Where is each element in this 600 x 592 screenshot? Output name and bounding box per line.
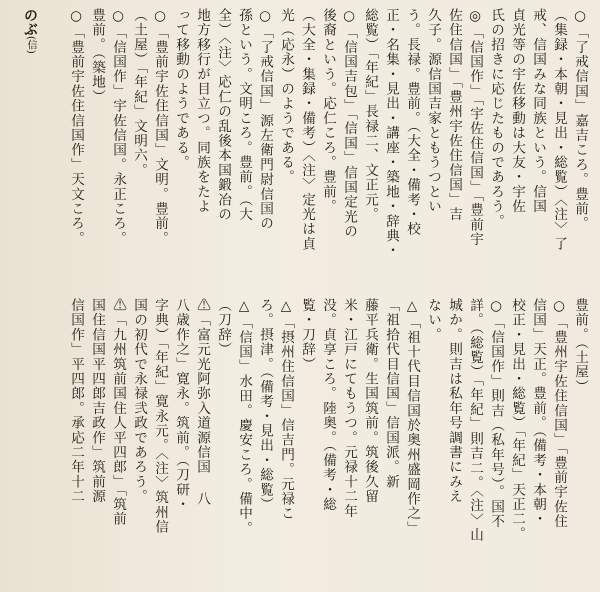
bottom_columns-column: △「信国」水田。慶安ころ。備中。	[236, 298, 252, 536]
bottom_columns-column: ない。	[425, 298, 441, 343]
bottom_columns-column: ○「豊州宇佐住信国」「豊前宇佐住	[551, 298, 567, 529]
bottom_columns-column: △「摂州住信国」信吉門。元禄こ	[278, 298, 294, 521]
top_columns-column: う。長禄。豊前。（大全・備考・校	[404, 8, 420, 237]
bottom_columns-column: ○「信国作」則吉（私年号）。国不	[488, 298, 504, 529]
top_columns-column: ○「豊前宇佐住信国」文明。豊前。	[152, 8, 168, 246]
top_columns-column: 戒、信国みな同族という。信国	[530, 8, 546, 214]
top_columns-column: ○「豊前宇佐住信国作」天文ころ。	[68, 8, 84, 246]
top_columns-column: 佐住信国」「豊州宇佐住信国」吉	[446, 8, 462, 222]
bottom_columns-column: 八歳作之」寛永。筑前。（刀研・	[173, 298, 189, 512]
top_columns-column: 正・名集・見出・講座・築地・辞典・	[383, 8, 399, 258]
bottom_columns-column: 米・江戸にてもうつ。元禄十二年	[341, 298, 357, 519]
bottom_columns-column: 校正・見出・総覧）「年紀」天正二。	[509, 298, 525, 542]
top_columns-column: （土屋）「年紀」文明六。	[131, 8, 147, 178]
bottom_columns-column: 信国作」平四郎。承応二年十二	[68, 298, 84, 504]
header-main: のぶ	[22, 8, 38, 36]
bottom_columns-column: 覧・刀辞）	[299, 298, 315, 372]
bottom_columns-column: ⚠「九州筑前国住人平四郎」「筑前	[110, 298, 126, 527]
top_columns-column: （大全・集録・備考）〈注〉定光は貞	[299, 8, 315, 252]
top_columns-column: 孫という。文明ころ。豊前。（大	[236, 8, 252, 222]
top_columns-column: ○「了戒信国」源左衛門尉信国の	[257, 8, 273, 231]
bottom_columns-column: 国住信国平四郎吉政作」筑前源	[89, 298, 105, 504]
top_columns-column: 全）〈注〉応仁の乱後本国鍛冶の	[215, 8, 231, 222]
top_columns-column: ○「信国作」宇佐信国。永正ころ。	[110, 8, 126, 246]
bottom_columns-column: △「祖十代目信国於奥州盛岡作之」	[404, 298, 420, 536]
bottom_columns-column: 没。貞享ころ。陸奥。（備考・総	[320, 298, 336, 512]
top_columns-column: 後裔という。応仁ころ。豊前。	[320, 8, 336, 214]
top_columns-column: ◎「信国作」「宇佐住信国」「豊前宇	[467, 8, 483, 247]
running-header	[20, 8, 40, 128]
header-sub: (信)	[25, 36, 36, 54]
top_columns-column: ○「了戒信国」嘉吉ころ。豊前。	[572, 8, 588, 231]
top_columns-column: 氏の招きに応じたものであろう。	[488, 8, 504, 229]
bottom_columns-column: （刀辞）	[215, 298, 231, 357]
bottom_columns-column: ろ。摂津。（備考・見出・総覧）	[257, 298, 273, 512]
top_columns-column: 久子。源信国吉家ともうつとい	[425, 8, 441, 214]
bottom_columns-column: 国の初代で永禄弐政であろう。	[131, 298, 147, 504]
bottom_columns-column: 藤平兵衛。生国筑前。筑後久留	[362, 298, 378, 504]
top_columns-column: ○「信国吉包」「信国」信国定光の	[341, 8, 357, 239]
bottom_columns-column: 「祖拾代目信国」信国派。新	[383, 298, 399, 490]
bottom_columns-column: ⚠「富元光阿弥入道源信国 八	[194, 298, 210, 507]
top_columns-column: 貞光等の宇佐移動は大友・宇佐	[509, 8, 525, 214]
bottom_columns-column: 信国」天正。豊前。（備考・本朝・	[530, 298, 546, 527]
bottom_columns-column: 字典）「年紀」寛永元。〈注〉筑州信	[152, 298, 168, 535]
top_columns-column: 地方移行が目立つ。同族をたよ	[194, 8, 210, 214]
bottom_columns-column: 豊前。（土屋）	[572, 298, 588, 395]
top_columns-column: 豊前。（築地）	[89, 8, 105, 105]
top_columns-column: って移動のようである。	[173, 8, 189, 170]
bottom_columns-column: 詳。（総覧）「年紀」則吉二。〈注〉山	[467, 298, 483, 543]
bottom_columns-column: 城か。則吉は私年号調書にみえ	[446, 298, 462, 504]
top_columns-column: （集録・本朝・見出・総覧）〈注〉了	[551, 8, 567, 252]
top_columns-column: 光（応永）のようである。	[278, 8, 294, 185]
top_columns-column: 総覧）「年紀」長禄二、文正元。	[362, 8, 378, 222]
